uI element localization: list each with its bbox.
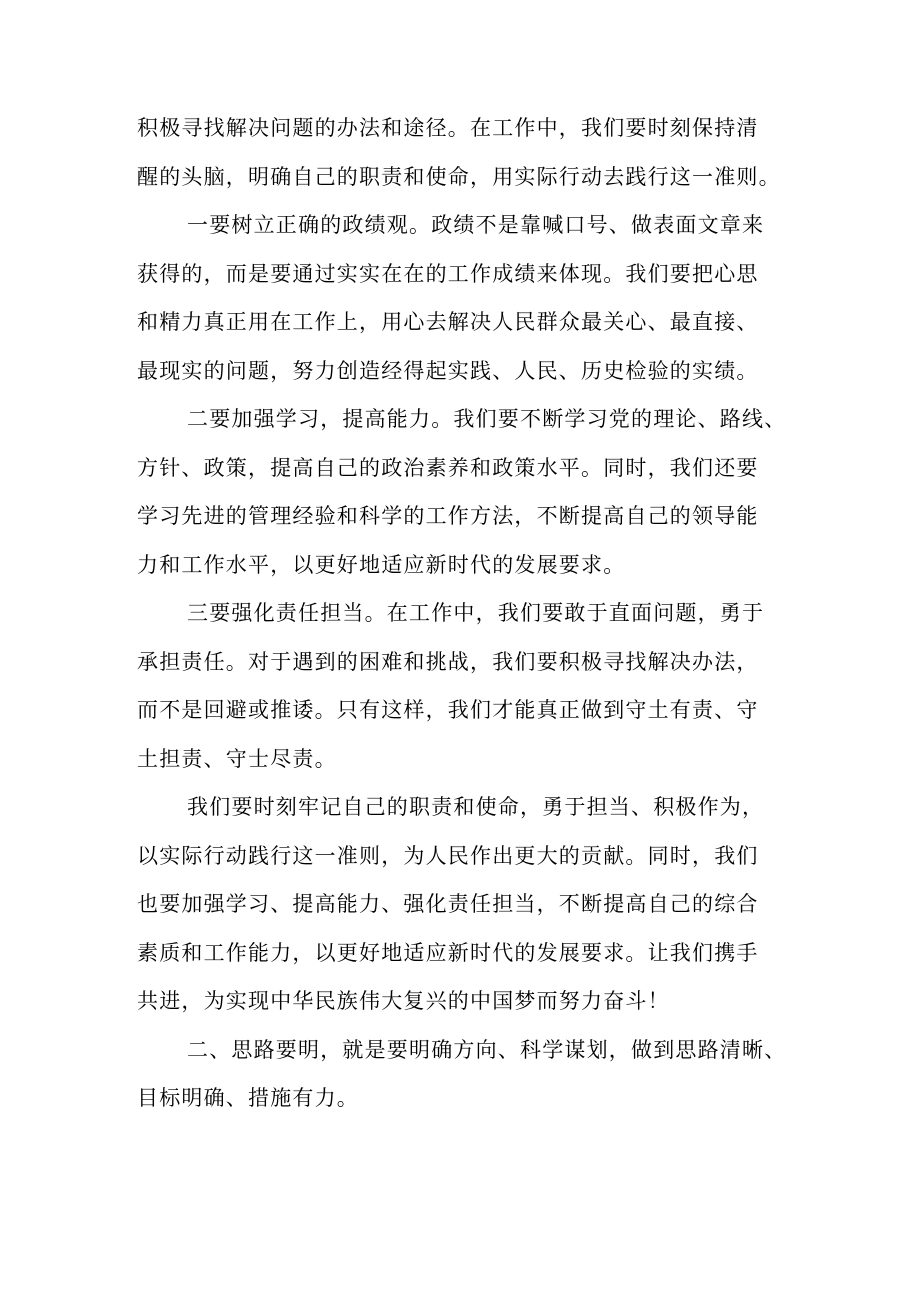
- text-line: 方针、政策，提高自己的政治素养和政策水平。同时，我们还要: [137, 455, 759, 480]
- text-line: 积极寻找解决问题的办法和途径。在工作中，我们要时刻保持清: [137, 116, 759, 140]
- text-line: 共进，为实现中华民族伟大复兴的中国梦而努力奋斗！: [137, 989, 670, 1013]
- paragraph-first-line: 一要树立正确的政绩观。政绩不是靠喊口号、做表面文章来: [187, 213, 765, 237]
- paragraph-first-line: 我们要时刻牢记自己的职责和使命，勇于担当、积极作为，: [187, 795, 765, 819]
- text-line: 以实际行动践行这一准则，为人民作出更大的贡献。同时，我们: [137, 843, 759, 868]
- text-line: 学习先进的管理经验和科学的工作方法，不断提高自己的领导能: [137, 504, 759, 528]
- text-line: 而不是回避或推诿。只有这样，我们才能真正做到守土有责、守: [137, 698, 759, 722]
- text-line: 也要加强学习、提高能力、强化责任担当，不断提高自己的综合: [137, 892, 759, 916]
- text-line: 最现实的问题，努力创造经得起实践、人民、历史检验的实绩。: [137, 358, 759, 383]
- text-line: 目标明确、措施有力。: [137, 1086, 359, 1110]
- paragraph-first-line: 二、思路要明，就是要明确方向、科学谋划，做到思路清晰、: [187, 1037, 787, 1062]
- text-line: 力和工作水平，以更好地适应新时代的发展要求。: [137, 552, 626, 577]
- paragraph-first-line: 二要加强学习，提高能力。我们要不断学习党的理论、路线、: [187, 407, 787, 431]
- document-body: [137, 104, 797, 1123]
- text-line: 醒的头脑，明确自己的职责和使命，用实际行动去践行这一准则。: [137, 164, 781, 189]
- text-line: 和精力真正用在工作上，用心去解决人民群众最关心、最直接、: [137, 310, 759, 334]
- text-line: 承担责任。对于遇到的困难和挑战，我们要积极寻找解决办法，: [137, 649, 759, 674]
- text-line: 土担责、守士尽责。: [137, 746, 337, 771]
- paragraph-first-line: 三要强化责任担当。在工作中，我们要敢于直面问题，勇于: [187, 601, 765, 625]
- text-line: 获得的，而是要通过实实在在的工作成绩来体现。我们要把心思: [137, 261, 759, 286]
- text-line: 素质和工作能力，以更好地适应新时代的发展要求。让我们携手: [137, 940, 759, 965]
